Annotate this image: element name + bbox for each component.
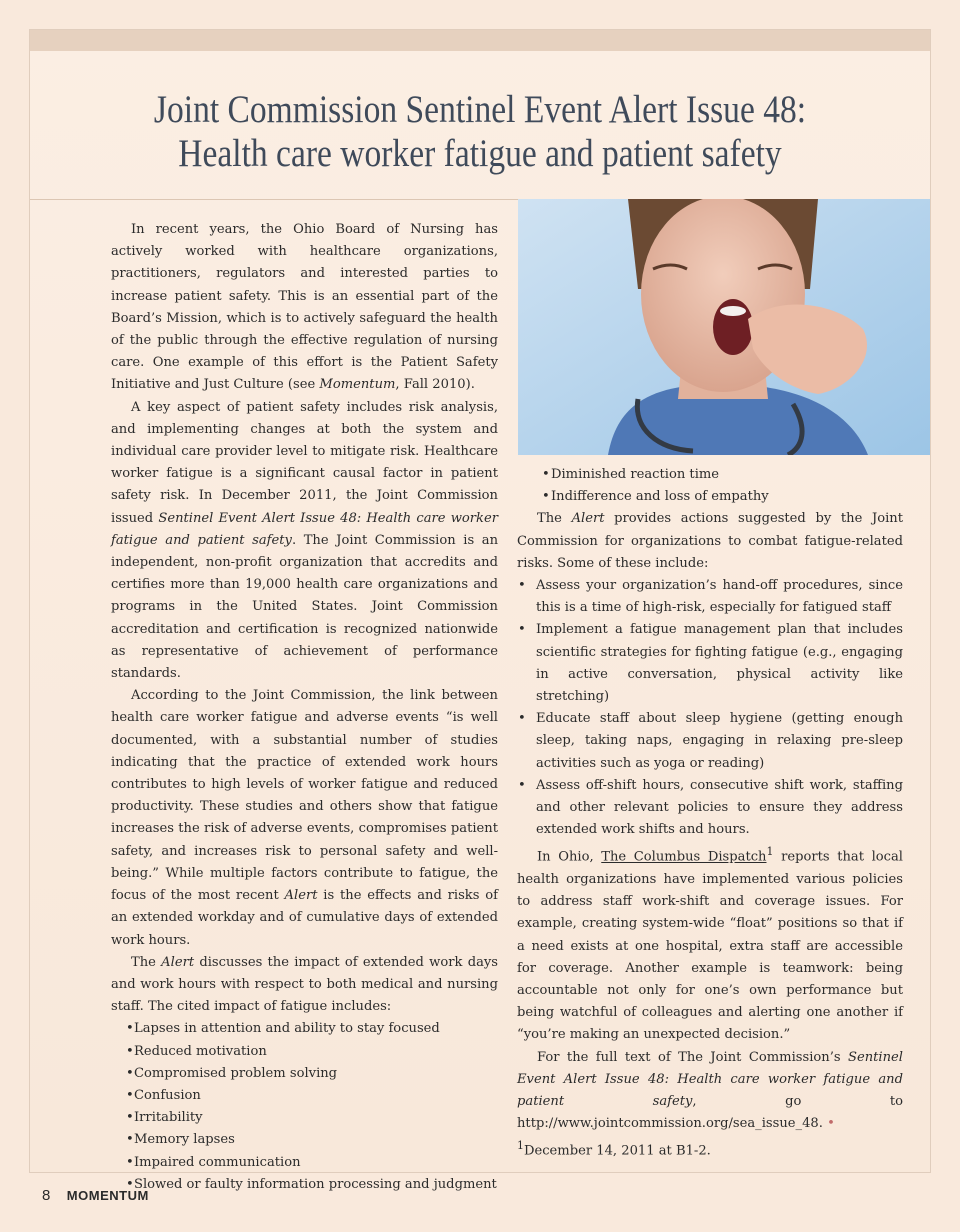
paragraph-actions: The Alert provides actions suggested by the Joint Commission for organizations to combat fatigue-related risks. Some of these include:: [517, 511, 904, 571]
list-item: • Confusion: [111, 1085, 498, 1107]
footnote-ref: 1: [766, 845, 774, 859]
right-column: [517, 464, 903, 1163]
footnote: $^1$December 14, 2011 at B1-2.: [517, 1139, 711, 1159]
page-footer: [42, 1186, 149, 1206]
top-band: [30, 30, 930, 51]
paragraph-ohio: In Ohio, The Columbus Dispatch$^1$ reports that local health organizations have implemented various policies to address staff work-shift and coverage issues. For example, creating system-wide “float” positions so that if a need exists at one hospital, extra staff are accessible for coverage. Another example is teamwork: being accountable not only for one’s own performance but being watchful of colleagues and alerting one another if “you’re making an unexpected decision.”: [517, 845, 903, 1043]
columbus-dispatch-reference: The Columbus Dispatch: [601, 849, 767, 865]
list-item: • Assess off-shift hours, consecutive shift work, staffing and other relevant policies to ensure they address extended work shifts and hours.: [517, 775, 903, 842]
title-line-2: Health care worker fatigue and patient safety: [178, 132, 782, 175]
end-mark: •: [827, 1116, 835, 1132]
page-number: 8: [42, 1187, 51, 1204]
paragraph-risk-analysis: A key aspect of patient safety includes risk analysis, and implementing changes at both the system and individual care provider level to mitigate risk. Healthcare worker fatigue is a significant causal factor in patient safety risk. In December 2011, the Joint Commission issued Sentinel Event Alert Issue 48: Health care worker fatigue and patient safety. The Joint Commission is an independent, non-profit organization that accredits and certifies more than 19,000 health care organizations and programs in the United States. Joint Commission accreditation and certification is recognized nationwide as representative of achievement of performance standards.: [111, 399, 498, 682]
article-title: [93, 88, 867, 176]
title-line-1: Joint Commission Sentinel Event Alert Issue 48:: [153, 88, 807, 131]
list-item: • Irritability: [111, 1107, 498, 1129]
list-item: • Slowed or faulty information processing and judgment: [111, 1174, 498, 1196]
list-item: • Impaired communication: [111, 1152, 498, 1174]
list-item: • Assess your organization’s hand-off procedures, since this is a time of high-risk, especially for fatigued staff: [517, 575, 903, 619]
list-item: • Compromised problem solving: [111, 1063, 498, 1085]
magazine-name: MOMENTUM: [66, 1188, 149, 1203]
actions-list: [517, 575, 903, 841]
list-item: • Indifference and loss of empathy: [517, 486, 903, 508]
list-item: • Memory lapses: [111, 1129, 498, 1151]
impact-list: [111, 1018, 498, 1196]
impact-list-continued: [517, 464, 903, 508]
paragraph-impact: The Alert discusses the impact of extended work days and work hours with respect to both medical and nursing staff. The cited impact of fatigue includes:: [111, 954, 499, 1015]
paragraph-full-text: For the full text of The Joint Commission’s Sentinel Event Alert Issue 48: Health care worker fatigue and patient safety, go to http://www.jointcommission.org/sea_issue_48. •: [517, 1049, 903, 1132]
list-item: • Reduced motivation: [111, 1041, 498, 1063]
list-item: • Lapses in attention and ability to stay focused: [111, 1018, 498, 1040]
list-item: • Diminished reaction time: [517, 464, 903, 486]
paragraph-intro: In recent years, the Ohio Board of Nursing has actively worked with healthcare organizations, practitioners, regulators and interested parties to increase patient safety. This is an essential part of the Board’s Mission, which is to actively safeguard the health of the public through the effective regulation of nursing care. One example of this effort is the Patient Safety Initiative and Just Culture (see Momentum, Fall 2010).: [111, 222, 498, 393]
yawning-nurse-photo: [518, 199, 930, 455]
list-item: • Educate staff about sleep hygiene (getting enough sleep, taking naps, engaging in relaxing pre-sleep activities such as yoga or reading): [517, 708, 903, 775]
paragraph-link-fatigue: According to the Joint Commission, the link between health care worker fatigue and adverse events “is well documented, with a substantial number of studies indicating that the practice of extended work hours contributes to high levels of worker fatigue and reduced productivity. These studies and others show that fatigue increases the risk of adverse events, compromises patient safety, and increases risk to personal safety and well-being.” While multiple factors contribute to fatigue, the focus of the most recent Alert is the effects and risks of an extended workday and of cumulative days of extended work hours.: [111, 688, 499, 948]
list-item: • Implement a fatigue management plan that includes scientific strategies for fighting fatigue (e.g., engaging in active conversation, physical activity like stretching): [517, 619, 903, 708]
left-column: [111, 219, 498, 1196]
